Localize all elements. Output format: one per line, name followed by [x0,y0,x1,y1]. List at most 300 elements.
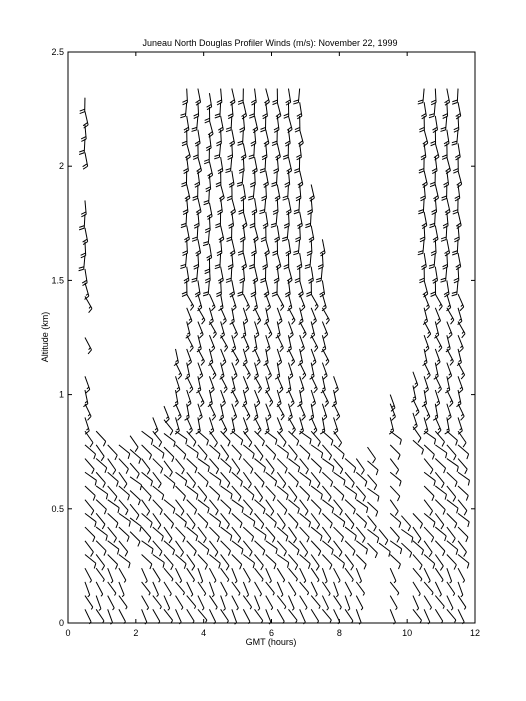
wind-barb [209,486,219,501]
wind-barb [217,89,222,105]
wind-barb [322,363,327,380]
wind-barb [435,500,445,515]
wind-barb [142,500,150,516]
wind-barb [311,431,320,446]
wind-barb [298,171,303,188]
wind-barb [458,513,469,527]
wind-barb [458,376,463,393]
wind-barb [255,513,264,528]
wind-barb [458,335,463,352]
wind-barb [153,541,162,556]
wind-barb [221,554,229,570]
wind-barb [401,516,410,531]
wind-barb [85,527,95,542]
wind-barb [153,486,164,500]
wind-barb [300,363,306,380]
wind-barb [311,294,318,310]
wind-barb [300,322,307,338]
wind-barb [198,404,202,421]
wind-barb [209,459,218,474]
wind-barb [285,130,290,146]
wind-barb [187,308,192,325]
wind-barb [164,433,175,447]
wind-barb [142,582,151,595]
wind-barb [300,445,310,460]
y-tick-label: 1.5 [51,275,64,286]
wind-barb [255,596,260,611]
wind-barb [182,89,187,105]
wind-barb [176,376,180,393]
wind-barb [255,390,260,407]
wind-barbs [79,89,470,625]
wind-barb [243,459,253,474]
wind-barb [230,239,235,256]
wind-barb [447,541,458,555]
wind-barb [83,111,88,128]
wind-barb [367,502,377,517]
wind-barb [287,157,292,174]
wind-barb [447,596,453,611]
wind-barb [108,609,113,624]
wind-barb [458,363,465,379]
wind-barb [433,184,438,201]
wind-barb [424,376,428,393]
wind-barb [276,253,281,270]
wind-barb [266,445,276,460]
wind-barb [255,472,265,487]
wind-barb [277,308,282,325]
wind-barb [153,513,161,529]
wind-barb [444,171,449,187]
wind-barb [153,582,159,597]
wind-barb [243,445,254,459]
wind-barb [356,486,365,501]
wind-barb [288,390,294,407]
wind-barb [334,404,340,421]
wind-barb [198,322,203,339]
wind-barb [447,554,457,569]
chart-title: Juneau North Douglas Profiler Winds (m/s): November 22, 1999 [142,38,398,48]
x-tick-label: 4 [201,628,207,638]
wind-barb [287,267,292,284]
wind-barb [130,532,140,547]
wind-barb [266,500,274,516]
wind-barb [187,568,195,582]
wind-barb [322,404,326,421]
wind-barb [266,294,271,311]
wind-barb [119,500,128,515]
wind-barb [458,472,469,485]
wind-barb [367,543,377,558]
wind-barb [119,582,124,597]
wind-barb [435,335,442,351]
wind-barb [208,162,213,179]
wind-barb [322,390,328,407]
x-tick-label: 0 [65,628,71,638]
wind-barb [187,513,195,529]
wind-barb [322,472,332,487]
wind-barb [266,582,275,595]
wind-barb [108,554,118,569]
wind-barb [424,472,435,486]
wind-barb [221,445,229,461]
wind-barb [221,596,226,611]
wind-barb [334,541,342,557]
wind-barb [288,486,296,502]
wind-barb [197,157,202,174]
wind-barb [435,472,444,488]
wind-barb [401,529,412,542]
wind-barb [345,513,354,529]
wind-barb [187,431,196,446]
wind-barb [221,472,230,487]
wind-barb [345,541,355,556]
wind-barb [458,582,463,597]
wind-barb [288,596,294,611]
wind-barb [379,529,388,545]
wind-barb [243,554,254,568]
wind-barb [401,543,411,558]
wind-barb [187,445,198,458]
wind-barb [435,376,441,393]
wind-barb [255,431,265,446]
wind-barb [266,554,276,569]
wind-barb [311,390,315,407]
wind-barb [85,500,94,516]
wind-barb [424,486,434,501]
wind-barb [119,541,128,557]
wind-barb [434,143,439,160]
wind-barb [456,212,461,229]
wind-barb [311,308,316,325]
wind-barb [435,596,444,609]
wind-barb [424,500,432,516]
wind-barb [367,516,376,532]
wind-barb [266,459,274,475]
wind-barb [242,212,247,229]
wind-barb [119,445,130,459]
wind-barb [119,554,130,568]
wind-barb [432,157,437,173]
wind-barb [153,445,164,459]
wind-barb [277,554,288,567]
wind-barb [300,609,306,624]
wind-barb [447,472,457,487]
wind-barb [187,554,195,570]
wind-barb [458,500,467,516]
wind-barb [96,513,105,529]
x-tick-label: 6 [268,628,275,638]
wind-barb [255,322,259,339]
wind-barb [255,459,266,473]
wind-barb [253,116,258,133]
wind-barb [85,609,91,624]
wind-barb [288,363,292,380]
wind-barb [130,463,139,478]
wind-barb [345,554,353,570]
wind-barb [288,527,296,543]
wind-barb [288,472,298,487]
wind-barb [413,582,420,596]
wind-barb [187,500,197,515]
wind-barb [130,491,140,506]
wind-barb [153,568,160,582]
wind-barb [277,568,284,582]
wind-barb [85,404,91,421]
wind-barb [164,500,175,514]
wind-barb [209,294,215,311]
wind-barb [356,513,366,528]
wind-barb [164,596,170,611]
wind-barb [96,500,106,515]
wind-barb [198,390,204,407]
wind-barb [198,554,208,569]
wind-barb [187,390,191,407]
wind-barb [413,596,419,611]
wind-barb [96,541,106,556]
wind-barb [273,89,278,105]
wind-barb [243,582,248,597]
wind-barb [356,527,365,543]
wind-barb [266,404,271,421]
wind-barb [209,582,214,597]
wind-barb [264,89,269,106]
wind-barb [311,527,322,541]
wind-barb [209,596,217,610]
wind-barb [142,554,152,569]
wind-barb [447,527,455,543]
wind-barb [276,102,281,119]
wind-barb [311,376,317,393]
wind-barb [209,527,219,542]
wind-barb [221,609,229,623]
wind-barb [85,338,92,354]
wind-barb [262,253,267,269]
wind-barb [153,500,163,515]
wind-barb [209,554,220,568]
wind-barb [322,609,331,622]
wind-barb [209,513,220,527]
wind-barb [435,445,446,458]
wind-barb [458,596,466,610]
wind-barb [243,294,249,311]
wind-barb [300,376,304,393]
wind-barb [142,472,153,486]
wind-barb [311,596,320,609]
wind-barb [435,609,442,623]
wind-barb [255,568,264,581]
wind-barb [198,459,209,472]
wind-barb [413,527,421,543]
wind-barb [322,445,331,460]
wind-barb [209,609,215,624]
wind-barb [274,267,279,283]
wind-barb [85,541,93,557]
wind-barb [424,541,432,557]
wind-barb [108,513,118,528]
wind-barb [130,477,141,490]
wind-barb [221,390,226,407]
wind-barb [447,582,455,596]
wind-barb [85,472,96,485]
wind-barb [288,568,297,581]
wind-barb [435,390,439,407]
wind-barb [311,486,322,500]
x-tick-label: 8 [336,628,342,638]
wind-barb [424,568,430,583]
wind-barb [311,349,316,366]
wind-barb [142,445,152,460]
wind-barb [232,554,242,569]
wind-barb [221,541,231,556]
wind-barb [390,500,398,516]
wind-barb [119,527,129,542]
wind-barb [198,596,204,611]
wind-barb [187,349,192,366]
wind-barb [334,609,340,624]
wind-barb [458,541,466,557]
wind-barb [288,459,299,473]
wind-barb [334,513,345,527]
wind-barb [300,541,308,557]
wind-barb [458,568,465,582]
wind-barb [455,184,460,200]
wind-barb [221,568,229,582]
y-tick-label: 0 [58,618,64,628]
wind-barb [142,596,149,610]
wind-barb [119,459,129,474]
wind-barb [413,609,422,622]
wind-barb [266,541,277,554]
wind-barb [390,568,396,583]
wind-barb [232,513,242,528]
wind-barb [322,500,333,514]
wind-barb [264,239,269,256]
wind-barb [446,157,451,174]
wind-barb [232,582,240,596]
wind-barb [413,399,419,416]
wind-barb [176,500,184,516]
wind-barb [96,596,101,611]
wind-barb [243,596,251,610]
wind-barb [390,527,399,542]
y-tick-label: 2.5 [51,47,64,57]
wind-barb [424,404,430,421]
wind-barb [243,404,250,420]
wind-barb [266,596,273,610]
wind-barb [334,596,342,610]
wind-barb [322,527,330,543]
wind-barb [96,568,104,582]
wind-barb [209,568,216,582]
wind-barb [153,596,162,609]
wind-barb [390,596,397,610]
wind-barb [274,116,279,132]
wind-barb [255,308,261,325]
wind-barb [266,431,277,445]
wind-barb [356,582,364,596]
wind-barb [447,363,452,380]
wind-barb [390,486,400,501]
wind-barb [243,308,247,325]
wind-barb [232,322,238,339]
wind-barb [242,102,247,119]
wind-barb [390,541,401,554]
wind-barb [322,459,333,472]
wind-barb [345,582,352,596]
wind-barb [445,198,450,215]
wind-barb [142,527,151,542]
wind-barb [288,500,299,514]
wind-barb [209,335,214,352]
wind-barb [232,541,243,555]
wind-barb [198,349,205,365]
wind-barb [300,596,307,610]
wind-barb [187,459,197,474]
wind-barb [209,376,214,393]
wind-barb [85,582,90,597]
wind-barb [458,609,464,624]
wind-barb [298,280,303,297]
wind-barb [221,500,231,515]
wind-barb [345,596,350,611]
wind-barb [424,609,430,624]
wind-barb [435,459,445,474]
wind-barb [413,513,423,528]
wind-barb [431,89,436,105]
wind-barb [187,294,194,310]
wind-barb [288,349,294,366]
wind-barb [253,226,258,243]
wind-barb [300,582,309,595]
wind-barb [230,198,235,215]
wind-barb [185,143,190,160]
wind-barb [390,472,401,486]
wind-barb [198,431,209,445]
wind-barb [435,308,440,325]
wind-barb [142,459,150,475]
wind-barb [108,541,119,555]
wind-barb [418,89,424,105]
wind-barb [251,89,256,105]
wind-barb [142,541,153,554]
wind-barb [277,349,281,366]
wind-barb [176,404,182,421]
wind-barb [345,459,356,473]
wind-barb [311,609,318,623]
wind-barb [164,461,172,477]
wind-barb [232,363,237,380]
wind-barb [229,212,234,228]
wind-barb [176,582,185,595]
wind-barb [219,226,224,243]
wind-barb [119,513,130,526]
wind-barb [80,98,85,114]
wind-barb [255,541,265,556]
wind-barb [142,609,147,624]
wind-barb [266,527,275,542]
wind-barb [255,349,261,366]
wind-barb [367,488,378,501]
wind-barb [176,363,182,380]
wind-barb [288,609,297,622]
wind-barb [230,89,235,106]
wind-barb [243,376,248,393]
wind-barb [176,527,186,542]
wind-barb [232,459,240,475]
wind-barb [81,200,86,216]
wind-barb [232,527,241,543]
